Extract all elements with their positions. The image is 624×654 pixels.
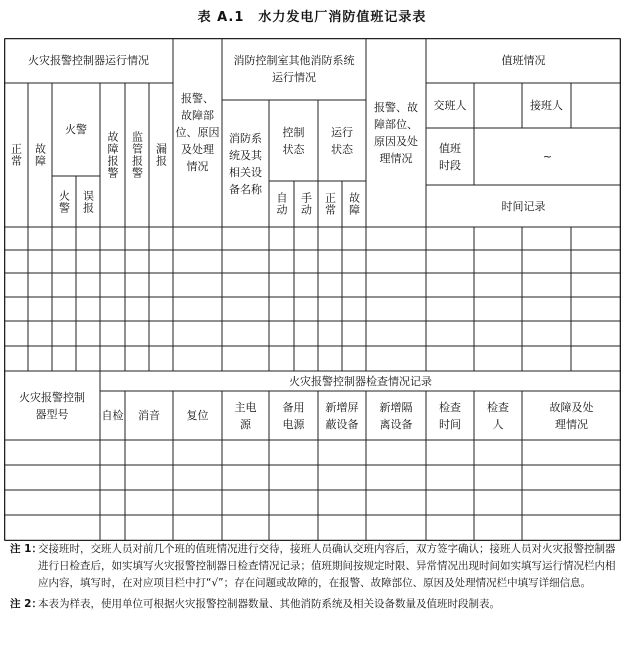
supervision-alarm-header: 监管报警 bbox=[130, 131, 144, 179]
duty-period-label: 值班 时段 bbox=[439, 141, 461, 172]
backup-power-header: 备用 电源 bbox=[282, 400, 305, 431]
run-state-header: 运行 状态 bbox=[331, 125, 353, 156]
note-1-label: 注 1： bbox=[10, 543, 42, 555]
other-alarm-handling-header: 报警、故 障部位、 原因及处 理情况 bbox=[374, 100, 418, 165]
note-2-label: 注 2： bbox=[10, 598, 42, 610]
note-1-text: 交接班时，交班人员对前几个班的值班情况进行交待，接班人员确认交班内容后，双方签字确认；接班人员对火灾报警控制器进行日检查后，如实填写火灾报警控制器日检查情况记录；值班期间按规定时限、异常情况出现时间如实填写运行情况栏内相应内容，填写时，在对应项目栏中打“√”；存在问题或故障的，在报警、故障部位、原因及处理情况栏中填写详细信息。 bbox=[38, 543, 616, 589]
manual-header: 手动 bbox=[299, 192, 313, 216]
note-1 bbox=[4, 541, 621, 592]
table-number: 表 A.1 bbox=[197, 10, 245, 25]
fault-alarm-header: 故障报警 bbox=[106, 131, 119, 179]
fire-alarm-sub-header: 火警 bbox=[57, 189, 71, 214]
table-name: 水力发电厂消防值班记录表 bbox=[258, 10, 427, 25]
inspector-header: 检查 人 bbox=[487, 400, 509, 431]
normal-header: 正常 bbox=[9, 143, 23, 167]
auto-header: 自动 bbox=[275, 192, 288, 216]
reset-header: 复位 bbox=[186, 409, 209, 422]
duty-status-header: 值班情况 bbox=[501, 54, 546, 67]
notes-section bbox=[4, 541, 621, 613]
silence-header: 消音 bbox=[138, 409, 160, 422]
handover-person-label: 交班人 bbox=[433, 99, 467, 112]
controller-model-header: 火灾报警控制 器型号 bbox=[19, 390, 85, 421]
fire-alarm-header: 火警 bbox=[65, 123, 87, 136]
check-time-header: 检查 时间 bbox=[439, 400, 461, 431]
false-alarm-header: 误报 bbox=[81, 189, 95, 214]
run-fault-header: 故障 bbox=[347, 192, 361, 216]
note-2-text: 本表为样表，使用单位可根据火灾报警控制器数量、其他消防系统及相关设备数量及值班时段制表。 bbox=[38, 598, 500, 610]
new-shield-header: 新增屏 蔽设备 bbox=[325, 400, 359, 431]
missed-alarm-header: 漏报 bbox=[154, 143, 168, 167]
control-state-header: 控制 状态 bbox=[282, 125, 305, 156]
new-isolate-header: 新增隔 离设备 bbox=[379, 400, 413, 431]
note-2 bbox=[4, 596, 621, 613]
alarm-handling-header: 报警、 故障部 位、原因 及处理 情况 bbox=[175, 92, 220, 173]
fire-alarm-status-header: 火灾报警控制器运行情况 bbox=[28, 54, 149, 67]
table-title bbox=[0, 6, 624, 25]
check-record-header: 火灾报警控制器检查情况记录 bbox=[289, 374, 432, 388]
other-systems-header: 消防控制室其他消防系统 运行情况 bbox=[233, 54, 355, 84]
fault-handling-header: 故障及处 理情况 bbox=[549, 400, 594, 431]
self-test-header: 自检 bbox=[101, 409, 124, 422]
main-power-header: 主电 源 bbox=[234, 400, 257, 431]
system-name-header: 消防系 统及其 相关设 备名称 bbox=[229, 131, 262, 196]
duty-period-tilde: ~ bbox=[542, 150, 553, 163]
takeover-person-label: 接班人 bbox=[530, 99, 563, 112]
run-normal-header: 正常 bbox=[323, 192, 337, 216]
fault-header: 故障 bbox=[33, 143, 47, 167]
time-record-header: 时间记录 bbox=[501, 199, 546, 213]
